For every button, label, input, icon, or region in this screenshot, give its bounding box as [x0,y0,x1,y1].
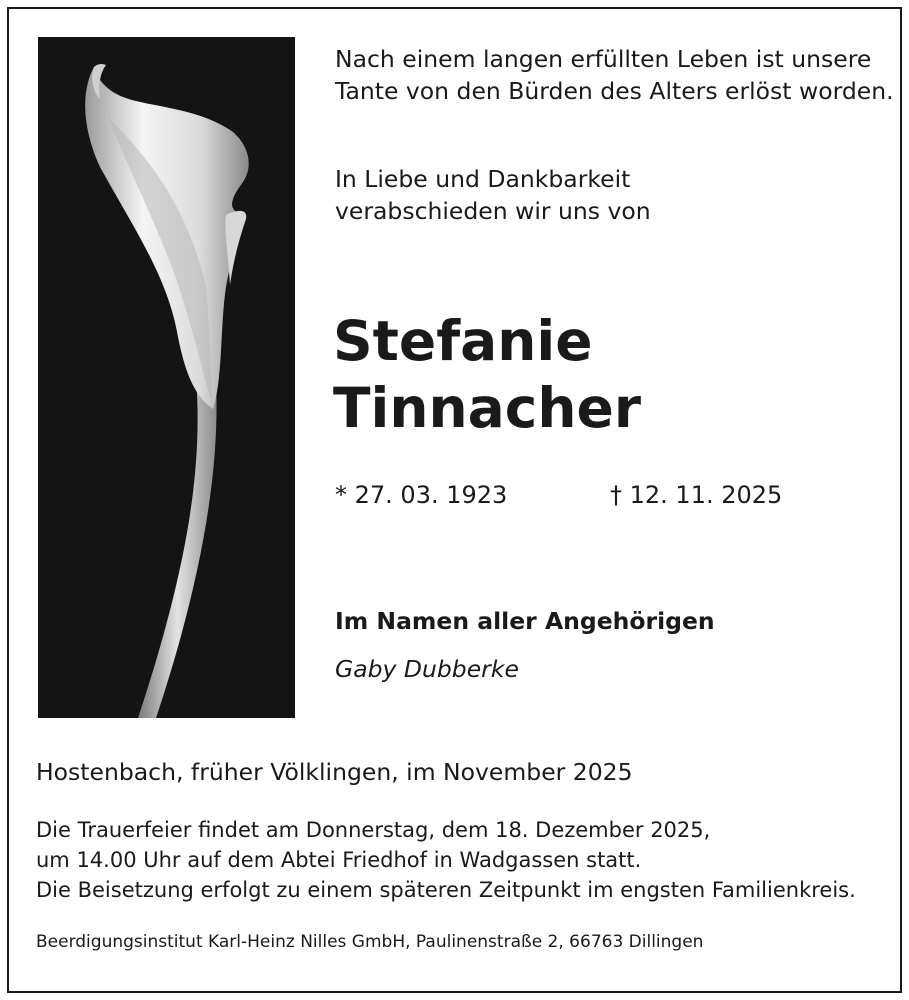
life-dates [335,479,815,513]
birth-date: * 27. 03. 1923 [335,481,508,509]
ceremony-line: Die Beisetzung erfolgt zu einem späteren Zeitpunkt im engsten Familienkreis. [36,878,856,902]
death-date: † 12. 11. 2025 [610,481,783,509]
intro-line: Tante von den Bürden des Alters erlöst worden. [335,77,894,105]
undertaker-info: Beerdigungsinstitut Karl-Heinz Nilles GmbH, Paulinenstraße 2, 66763 Dillingen [36,932,704,952]
farewell-line: In Liebe und Dankbarkeit [335,165,631,193]
first-name: Stefanie [333,309,593,373]
family-heading: Im Namen aller Angehörigen [335,607,715,635]
farewell-line: verabschieden wir uns von [335,197,651,225]
calla-lily-photo [38,37,295,718]
place-date: Hostenbach, früher Völklingen, im November 2025 [36,758,633,786]
farewell-text [335,163,651,227]
calla-lily-icon [38,37,295,718]
intro-line: Nach einem langen erfüllten Leben ist unsere [335,45,872,73]
ceremony-line: um 14.00 Uhr auf dem Abtei Friedhof in Wadgassen statt. [36,848,642,872]
deceased-name [333,308,641,442]
last-name: Tinnacher [333,376,641,440]
intro-text [335,43,894,107]
signer-name: Gaby Dubberke [335,655,519,683]
ceremony-line: Die Trauerfeier findet am Donnerstag, dem 18. Dezember 2025, [36,818,711,842]
ceremony-text [36,815,856,905]
